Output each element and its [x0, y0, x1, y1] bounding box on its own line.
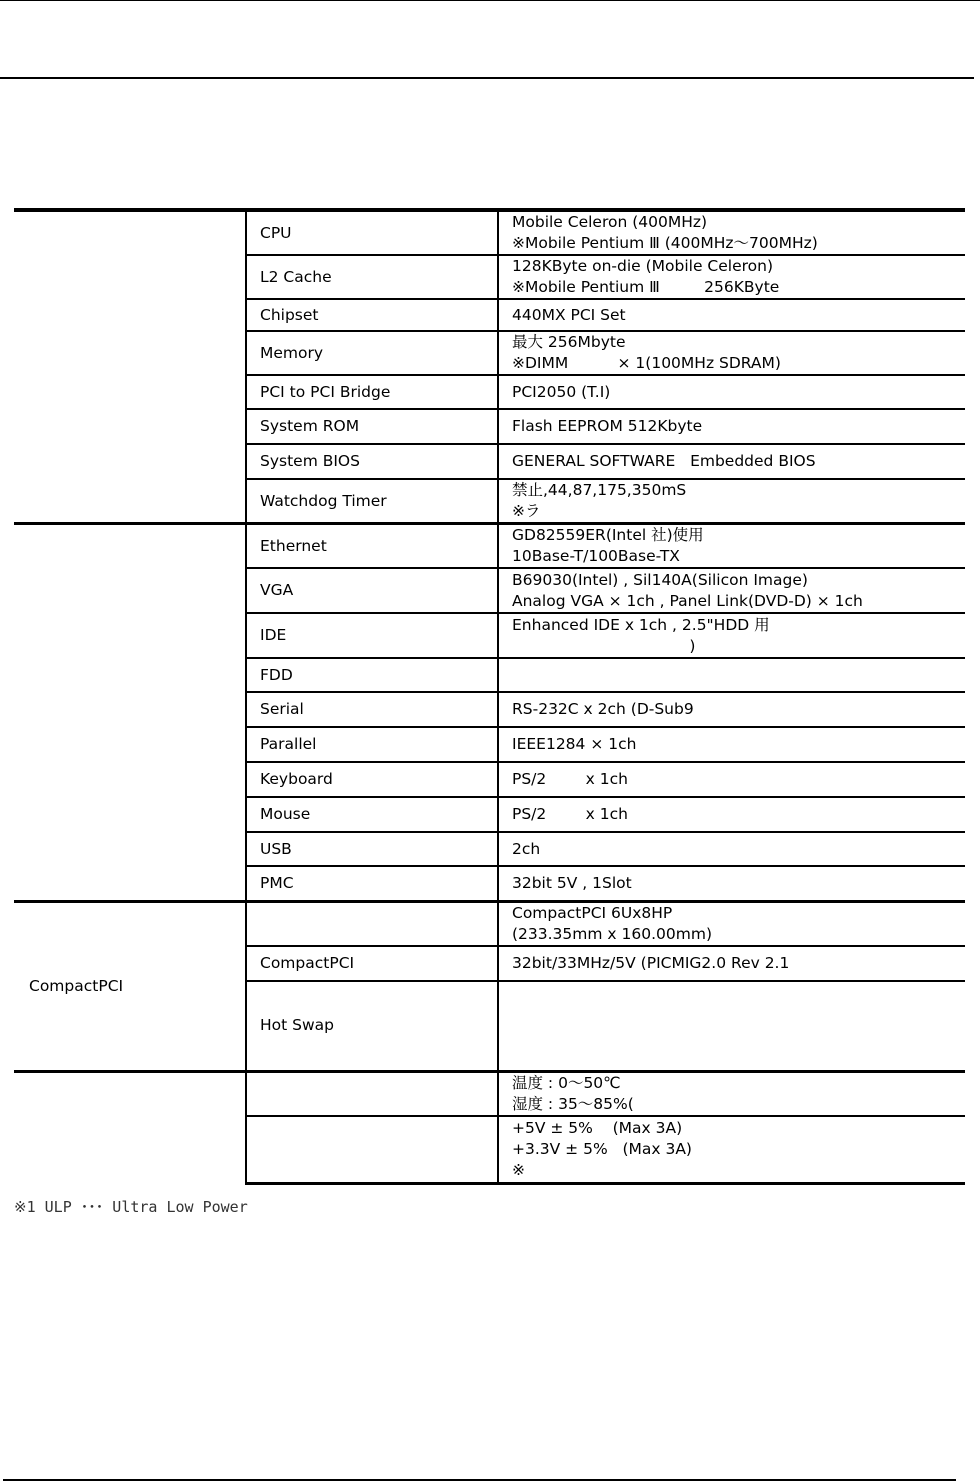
value-cell [498, 613, 965, 658]
value-line: Flash EEPROM 512Kbyte [512, 417, 703, 435]
value-cell [498, 727, 965, 762]
item-cell [246, 1071, 498, 1116]
item-cell: Mouse [246, 797, 498, 832]
value-cell [498, 1116, 965, 1183]
value-line: ※ラ [512, 502, 541, 520]
value-line: (233.35mm x 160.00mm) [512, 924, 712, 943]
item-cell [246, 1116, 498, 1183]
value-line: 440MX PCI Set [512, 305, 626, 324]
value-line: 10Base-T/100Base-TX [512, 547, 680, 565]
value-line: Enhanced IDE x 1ch , 2.5"HDD 用 [512, 615, 770, 634]
footer-rule [3, 1479, 956, 1481]
value-line: RS-232C x 2ch (D-Sub9 [512, 700, 694, 718]
value-line: +5V ± 5% (Max 3A) [512, 1118, 683, 1137]
value-line: 湿度 : 35〜85%( [512, 1094, 634, 1113]
value-line: GENERAL SOFTWARE Embedded BIOS [512, 452, 816, 470]
item-cell: Watchdog Timer [246, 479, 498, 524]
item-cell: Parallel [246, 727, 498, 762]
value-cell [498, 568, 965, 613]
item-cell: FDD [246, 658, 498, 692]
spec-table [14, 208, 965, 1185]
value-line: PS/2 x 1ch [512, 770, 628, 788]
value-cell [498, 375, 965, 409]
value-cell [498, 331, 965, 375]
item-cell: System BIOS [246, 444, 498, 479]
value-line [512, 665, 965, 686]
category-cell [14, 524, 246, 902]
spec-row [14, 524, 965, 569]
value-cell [498, 866, 965, 901]
item-cell: L2 Cache [246, 255, 498, 299]
spec-row [14, 1071, 965, 1116]
item-cell: Memory [246, 331, 498, 375]
value-line: 温度 : 0〜50℃ [512, 1073, 621, 1092]
header-rule [0, 77, 974, 79]
item-cell: IDE [246, 613, 498, 658]
item-cell [246, 901, 498, 946]
value-cell [498, 762, 965, 797]
item-cell: Chipset [246, 299, 498, 331]
value-line: 128KByte on-die (Mobile Celeron) [512, 257, 774, 275]
value-cell [498, 946, 965, 981]
item-cell: Ethernet [246, 524, 498, 569]
value-cell [498, 832, 965, 866]
value-cell [498, 255, 965, 299]
item-cell: VGA [246, 568, 498, 613]
top-rule [0, 0, 980, 1]
value-cell [498, 1071, 965, 1116]
value-line: Mobile Celeron (400MHz) [512, 213, 708, 231]
value-cell [498, 658, 965, 692]
item-cell: System ROM [246, 409, 498, 444]
value-line: 32bit 5V , 1Slot [512, 873, 632, 892]
category-cell [14, 210, 246, 524]
value-line: 最大 256Mbyte [512, 333, 626, 351]
footnote: ※1 ULP ･･･ Ultra Low Power [14, 1198, 248, 1216]
value-line: Analog VGA × 1ch , Panel Link(DVD-D) × 1ch [512, 591, 863, 610]
item-cell: Hot Swap [246, 981, 498, 1071]
value-line: PCI2050 (T.I) [512, 382, 611, 401]
value-cell [498, 901, 965, 946]
value-line: B69030(Intel) , Sil140A(Silicon Image) [512, 570, 808, 589]
item-cell: CompactPCI [246, 946, 498, 981]
category-cell: CompactPCI [14, 901, 246, 1071]
value-cell [498, 409, 965, 444]
item-cell: USB [246, 832, 498, 866]
item-cell: Serial [246, 692, 498, 727]
value-line: ※ [512, 1160, 525, 1179]
category-cell [14, 1071, 246, 1183]
value-cell [498, 210, 965, 255]
value-cell [498, 524, 965, 569]
value-line: GD82559ER(Intel 社)使用 [512, 526, 704, 544]
value-line: CompactPCI 6Ux8HP [512, 903, 673, 922]
value-cell [498, 797, 965, 832]
spec-row [14, 210, 965, 255]
value-line: ※Mobile Pentium Ⅲ 256KByte [512, 278, 780, 296]
value-cell [498, 981, 965, 1071]
item-cell: PCI to PCI Bridge [246, 375, 498, 409]
item-cell: PMC [246, 866, 498, 901]
value-line: 2ch [512, 839, 541, 858]
value-line: ) [512, 636, 696, 655]
value-line: 32bit/33MHz/5V (PICMIG2.0 Rev 2.1 [512, 954, 790, 972]
value-line: PS/2 x 1ch [512, 805, 628, 823]
value-line: ※Mobile Pentium Ⅲ (400MHz〜700MHz) [512, 234, 818, 252]
spec-row [14, 901, 965, 946]
value-cell [498, 479, 965, 524]
value-cell [498, 444, 965, 479]
item-cell: CPU [246, 210, 498, 255]
value-line: IEEE1284 × 1ch [512, 735, 637, 753]
value-line [512, 1015, 965, 1036]
value-line: ※DIMM × 1(100MHz SDRAM) [512, 354, 781, 372]
value-line: +3.3V ± 5% (Max 3A) [512, 1139, 692, 1158]
value-cell [498, 299, 965, 331]
value-cell [498, 692, 965, 727]
value-line: 禁止,44,87,175,350mS [512, 481, 687, 499]
item-cell: Keyboard [246, 762, 498, 797]
